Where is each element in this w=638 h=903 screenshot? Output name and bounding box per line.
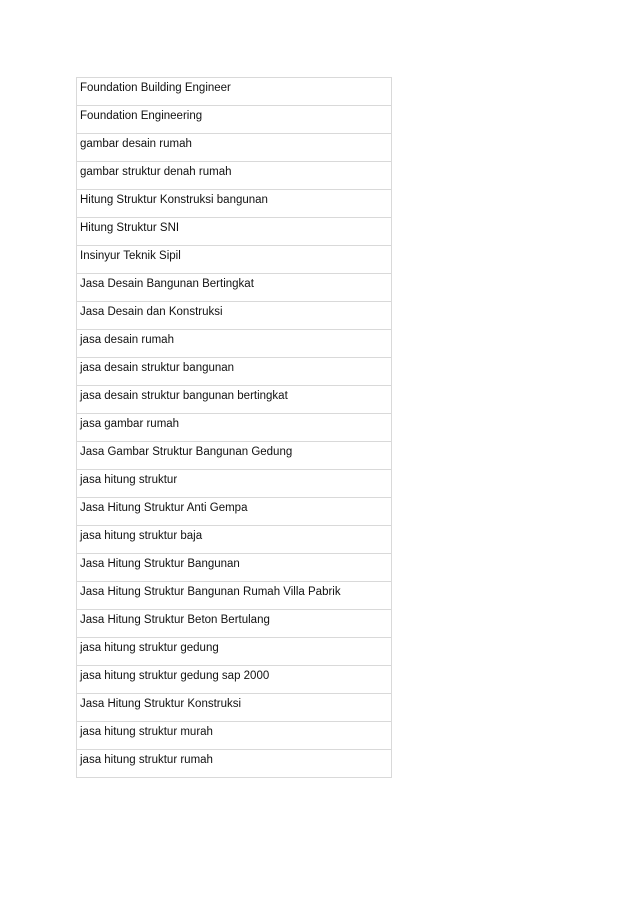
table-row [77, 694, 392, 722]
table-row [77, 638, 392, 666]
table-cell: gambar struktur denah rumah [77, 162, 392, 190]
table-row [77, 582, 392, 610]
table-cell: jasa desain rumah [77, 330, 392, 358]
table-cell: Jasa Hitung Struktur Bangunan [77, 554, 392, 582]
table-row [77, 106, 392, 134]
table-cell: gambar desain rumah [77, 134, 392, 162]
table-cell: jasa hitung struktur gedung [77, 638, 392, 666]
table-cell: jasa gambar rumah [77, 414, 392, 442]
table-cell: Jasa Hitung Struktur Konstruksi [77, 694, 392, 722]
table-row [77, 414, 392, 442]
table-cell: jasa desain struktur bangunan [77, 358, 392, 386]
table-row [77, 330, 392, 358]
table-row [77, 470, 392, 498]
table-row [77, 666, 392, 694]
table-cell: jasa hitung struktur murah [77, 722, 392, 750]
table-row [77, 722, 392, 750]
table-cell: Foundation Building Engineer [77, 78, 392, 106]
keyword-table [76, 77, 392, 778]
table-row [77, 302, 392, 330]
table-cell: jasa hitung struktur rumah [77, 750, 392, 778]
table-row [77, 442, 392, 470]
table-row [77, 610, 392, 638]
table-cell: Jasa Desain dan Konstruksi [77, 302, 392, 330]
table-cell: Jasa Gambar Struktur Bangunan Gedung [77, 442, 392, 470]
table-row [77, 190, 392, 218]
table-cell: Insinyur Teknik Sipil [77, 246, 392, 274]
table-row [77, 526, 392, 554]
table-row [77, 162, 392, 190]
table-cell: Hitung Struktur Konstruksi bangunan [77, 190, 392, 218]
table-row [77, 498, 392, 526]
table-cell: Jasa Desain Bangunan Bertingkat [77, 274, 392, 302]
table-cell: jasa desain struktur bangunan bertingkat [77, 386, 392, 414]
keyword-table-body [77, 78, 392, 778]
table-cell: jasa hitung struktur baja [77, 526, 392, 554]
table-cell: Hitung Struktur SNI [77, 218, 392, 246]
table-cell: Jasa Hitung Struktur Anti Gempa [77, 498, 392, 526]
table-cell: jasa hitung struktur [77, 470, 392, 498]
table-row [77, 134, 392, 162]
table-cell: jasa hitung struktur gedung sap 2000 [77, 666, 392, 694]
table-cell: Jasa Hitung Struktur Beton Bertulang [77, 610, 392, 638]
table-row [77, 386, 392, 414]
table-row [77, 78, 392, 106]
table-row [77, 554, 392, 582]
table-row [77, 358, 392, 386]
table-row [77, 274, 392, 302]
table-row [77, 750, 392, 778]
table-row [77, 246, 392, 274]
table-cell: Foundation Engineering [77, 106, 392, 134]
table-cell: Jasa Hitung Struktur Bangunan Rumah Villa Pabrik [77, 582, 392, 610]
table-row [77, 218, 392, 246]
